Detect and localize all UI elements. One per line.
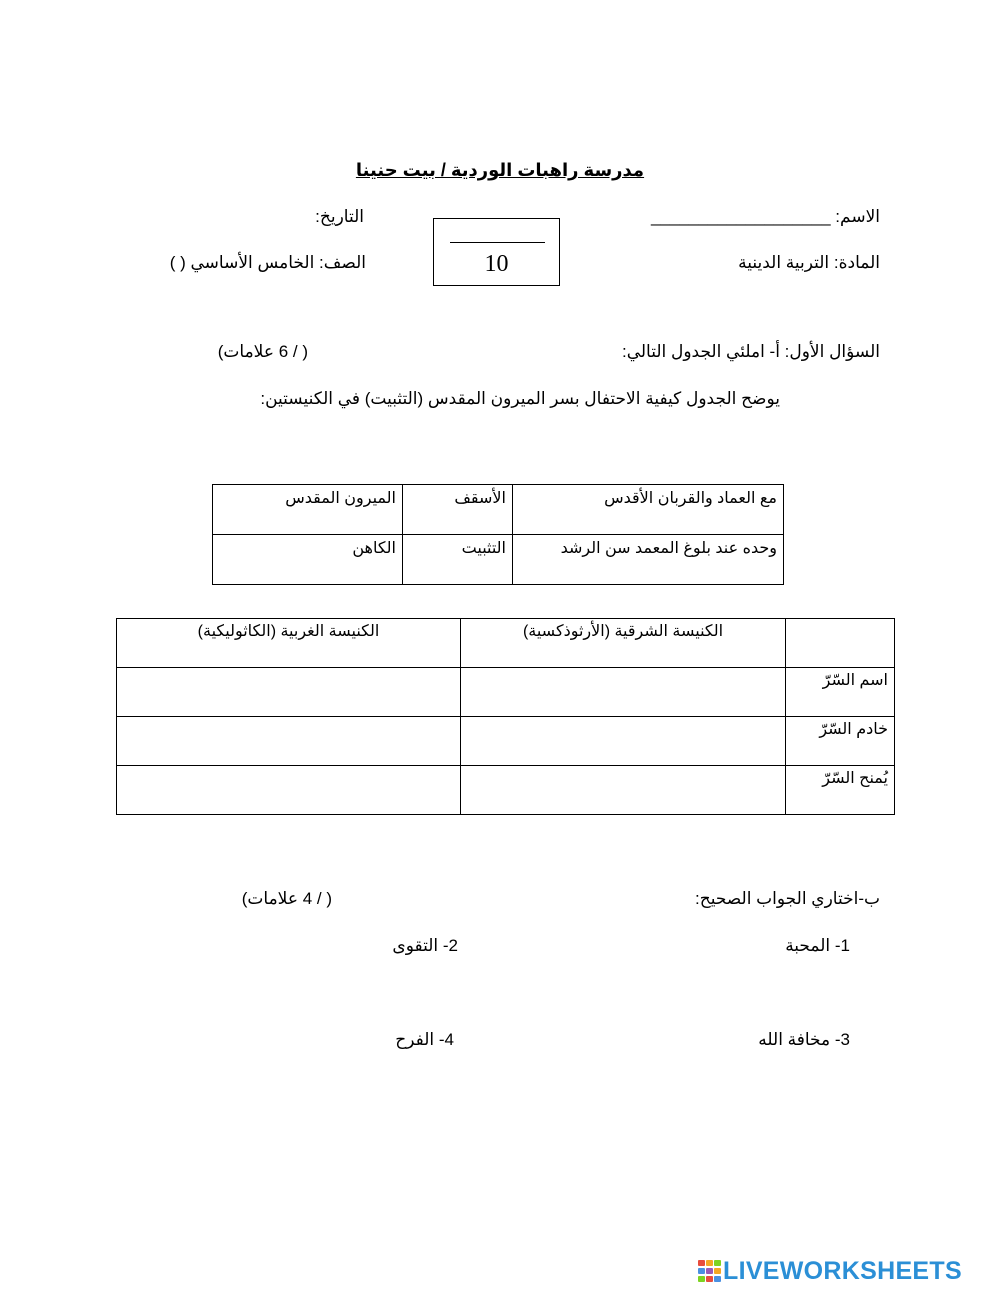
comparison-table xyxy=(116,618,895,815)
grade-score-line[interactable] xyxy=(450,242,545,243)
table-row xyxy=(213,535,784,585)
row-label: يُمنح السّرّ xyxy=(786,766,895,815)
logo-icon xyxy=(698,1260,722,1282)
info-cell[interactable]: الكاهن xyxy=(213,535,403,585)
question-1-title: السؤال الأول: أ- املئي الجدول التالي: xyxy=(621,342,880,361)
answer-drop-zone[interactable] xyxy=(461,717,786,766)
student-name-field[interactable]: الاسم: ___________________ xyxy=(650,207,880,226)
row-label: اسم السّرّ xyxy=(786,668,895,717)
grade-total: 10 xyxy=(484,251,509,277)
info-cell[interactable]: وحده عند بلوغ المعمد سن الرشد xyxy=(513,535,784,585)
header-cell-western-church: الكنيسة الغربية (الكاثوليكية) xyxy=(117,619,461,668)
table-row xyxy=(117,668,895,717)
answer-drop-zone[interactable] xyxy=(117,717,461,766)
answer-drop-zone[interactable] xyxy=(461,668,786,717)
option-3[interactable]: 3- مخافة الله xyxy=(758,1030,850,1049)
table-header-row xyxy=(117,619,895,668)
option-2[interactable]: 2- التقوى xyxy=(392,936,458,955)
class-label: الصف: الخامس الأساسي ( ) xyxy=(169,253,366,272)
option-4[interactable]: 4- الفرح xyxy=(395,1030,454,1049)
answer-drop-zone[interactable] xyxy=(117,668,461,717)
question-2-title: ب-اختاري الجواب الصحيح: xyxy=(695,889,880,908)
date-field[interactable]: التاريخ: xyxy=(315,207,364,226)
logo-text: LIVEWORKSHEETS xyxy=(723,1257,962,1285)
table-row xyxy=(117,766,895,815)
table-row xyxy=(213,485,784,535)
answer-drop-zone[interactable] xyxy=(461,766,786,815)
question-1-description: يوضح الجدول كيفية الاحتفال بسر الميرون المقدس (التثبيت) في الكنيستين: xyxy=(260,389,780,408)
info-cell[interactable]: الميرون المقدس xyxy=(213,485,403,535)
grade-box xyxy=(433,218,560,286)
info-cell[interactable]: مع العماد والقربان الأقدس xyxy=(513,485,784,535)
header-cell-eastern-church: الكنيسة الشرقية (الأرثوذكسية) xyxy=(461,619,786,668)
option-1[interactable]: 1- المحبة xyxy=(785,936,850,955)
question-1-marks: ( / 6 علامات) xyxy=(217,342,308,361)
school-title: مدرسة راهبات الوردية / بيت حنينا xyxy=(355,160,645,180)
answer-drop-zone[interactable] xyxy=(117,766,461,815)
row-label: خادم السّرّ xyxy=(786,717,895,766)
question-2-marks: ( / 4 علامات) xyxy=(241,889,332,908)
info-table xyxy=(212,484,784,585)
header-cell-empty xyxy=(786,619,895,668)
info-cell[interactable]: الأسقف xyxy=(403,485,513,535)
info-cell[interactable]: التثبيت xyxy=(403,535,513,585)
table-row xyxy=(117,717,895,766)
subject-label: المادة: التربية الدينية xyxy=(738,253,880,272)
